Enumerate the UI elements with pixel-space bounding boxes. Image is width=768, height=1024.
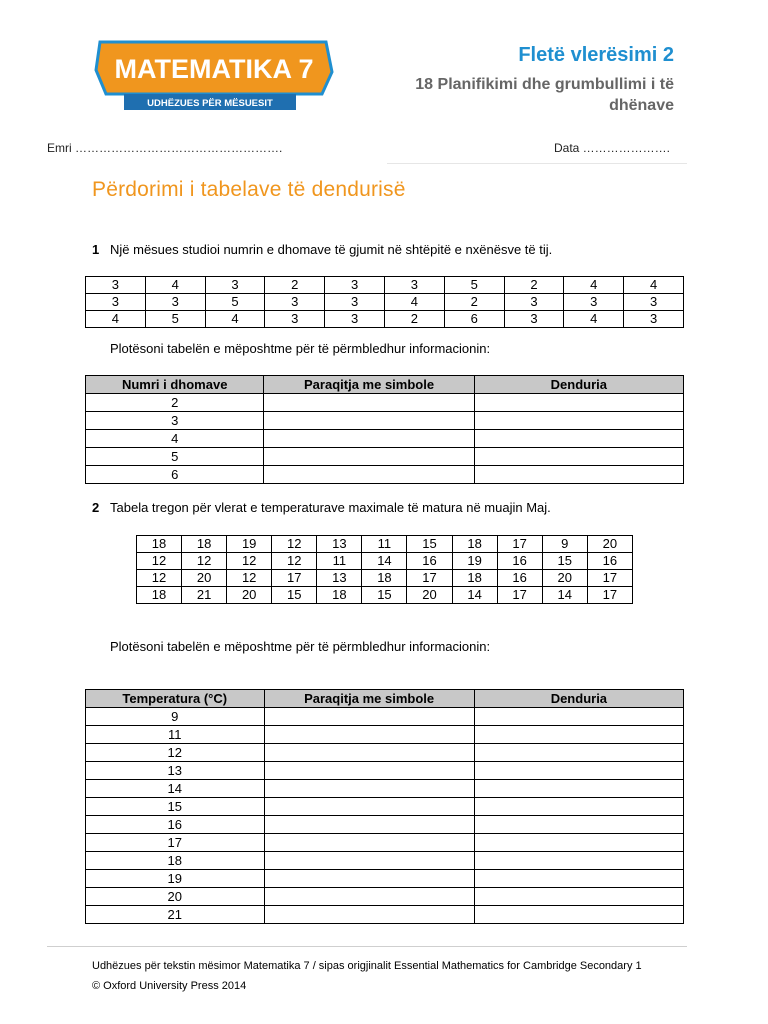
column-header: Numri i dhomave: [86, 376, 264, 394]
value-cell: 18: [86, 852, 265, 870]
data-cell: 19: [452, 553, 497, 570]
table-row: [86, 394, 684, 412]
tally-cell[interactable]: [264, 466, 474, 484]
table-row: [86, 762, 684, 780]
data-cell: 15: [542, 553, 587, 570]
data-cell: 19: [227, 536, 272, 553]
value-cell: 16: [86, 816, 265, 834]
table-row: [86, 744, 684, 762]
name-field: Emri …………………………………………….: [47, 141, 283, 155]
value-cell: 17: [86, 834, 265, 852]
data-cell: 20: [407, 587, 452, 604]
data-cell: 4: [145, 277, 205, 294]
frequency-cell[interactable]: [474, 430, 683, 448]
footer-divider: [47, 946, 687, 947]
date-field: Data ………………….: [554, 141, 671, 155]
tally-cell[interactable]: [264, 762, 474, 780]
frequency-cell[interactable]: [474, 816, 683, 834]
value-cell: 3: [86, 412, 264, 430]
data-cell: 3: [384, 277, 444, 294]
data-cell: 20: [182, 570, 227, 587]
question-number: 1: [92, 242, 100, 257]
value-cell: 14: [86, 780, 265, 798]
value-cell: 20: [86, 888, 265, 906]
data-cell: 2: [444, 294, 504, 311]
data-cell: 3: [624, 311, 684, 328]
data-cell: 4: [205, 311, 265, 328]
table-row: [137, 587, 633, 604]
data-cell: 17: [497, 536, 542, 553]
table-row: [137, 570, 633, 587]
data-cell: 20: [587, 536, 632, 553]
data-cell: 18: [137, 587, 182, 604]
question-number: 2: [92, 500, 100, 515]
data-cell: 3: [325, 294, 385, 311]
header-divider: [387, 163, 687, 164]
data-cell: 9: [542, 536, 587, 553]
frequency-cell[interactable]: [474, 798, 683, 816]
data-cell: 15: [272, 587, 317, 604]
data-cell: 3: [325, 311, 385, 328]
data-cell: 17: [407, 570, 452, 587]
data-cell: 5: [205, 294, 265, 311]
tally-cell[interactable]: [264, 448, 474, 466]
data-cell: 12: [137, 570, 182, 587]
data-cell: 4: [564, 311, 624, 328]
table-row: [86, 466, 684, 484]
tally-cell[interactable]: [264, 834, 474, 852]
frequency-cell[interactable]: [474, 466, 683, 484]
frequency-cell[interactable]: [474, 394, 683, 412]
data-cell: 16: [407, 553, 452, 570]
frequency-cell[interactable]: [474, 708, 683, 726]
table-row: [86, 726, 684, 744]
tally-cell[interactable]: [264, 798, 474, 816]
value-cell: 5: [86, 448, 264, 466]
value-cell: 15: [86, 798, 265, 816]
table-row: [137, 536, 633, 553]
column-header: Denduria: [474, 376, 683, 394]
footer-line-2: © Oxford University Press 2014: [92, 980, 247, 992]
data-cell: 11: [317, 553, 362, 570]
q1-instruction: Plotësoni tabelën e mëposhtme për të përmbledhur informacionin:: [110, 341, 491, 356]
data-cell: 3: [86, 277, 146, 294]
frequency-cell[interactable]: [474, 412, 683, 430]
tally-cell[interactable]: [264, 412, 474, 430]
q1-data-table: [85, 276, 684, 328]
data-cell: 16: [497, 570, 542, 587]
column-header: Paraqitja me simbole: [264, 376, 474, 394]
data-cell: 17: [272, 570, 317, 587]
table-row: [86, 708, 684, 726]
data-cell: 18: [137, 536, 182, 553]
data-cell: 5: [444, 277, 504, 294]
frequency-cell[interactable]: [474, 888, 683, 906]
table-row: [86, 448, 684, 466]
header-row: [86, 376, 684, 394]
data-cell: 4: [86, 311, 146, 328]
data-cell: 4: [384, 294, 444, 311]
value-cell: 21: [86, 906, 265, 924]
frequency-cell[interactable]: [474, 762, 683, 780]
table-row: [86, 888, 684, 906]
table-row: [86, 294, 684, 311]
data-cell: 12: [137, 553, 182, 570]
data-cell: 16: [497, 553, 542, 570]
logo-subtitle: UDHËZUES PËR MËSUESIT: [147, 98, 273, 109]
column-header: Temperatura (°C): [86, 690, 265, 708]
value-cell: 13: [86, 762, 265, 780]
data-cell: 12: [272, 553, 317, 570]
frequency-cell[interactable]: [474, 870, 683, 888]
value-cell: 11: [86, 726, 265, 744]
data-cell: 3: [564, 294, 624, 311]
data-cell: 3: [504, 311, 564, 328]
data-cell: 5: [145, 311, 205, 328]
frequency-cell[interactable]: [474, 834, 683, 852]
data-cell: 14: [362, 553, 407, 570]
data-cell: 16: [587, 553, 632, 570]
table-row: [86, 798, 684, 816]
data-cell: 18: [362, 570, 407, 587]
data-cell: 18: [317, 587, 362, 604]
tally-cell[interactable]: [264, 888, 474, 906]
data-cell: 2: [504, 277, 564, 294]
q2-instruction: Plotësoni tabelën e mëposhtme për të përmbledhur informacionin:: [110, 639, 491, 654]
data-cell: 18: [182, 536, 227, 553]
table-row: [86, 430, 684, 448]
tally-cell[interactable]: [264, 780, 474, 798]
data-cell: 18: [452, 536, 497, 553]
table-row: [86, 311, 684, 328]
data-cell: 18: [452, 570, 497, 587]
data-cell: 3: [624, 294, 684, 311]
value-cell: 19: [86, 870, 265, 888]
tally-cell[interactable]: [264, 744, 474, 762]
data-cell: 11: [362, 536, 407, 553]
data-cell: 21: [182, 587, 227, 604]
data-cell: 3: [265, 311, 325, 328]
footer-line-1: Udhëzues për tekstin mësimor Matematika 7 / sipas origjinalit Essential Mathematics for Cambridge Secondary 1: [92, 960, 642, 972]
q2-frequency-table: [85, 689, 684, 924]
data-cell: 3: [265, 294, 325, 311]
frequency-cell[interactable]: [474, 448, 683, 466]
table-row: [86, 412, 684, 430]
data-cell: 15: [407, 536, 452, 553]
value-cell: 2: [86, 394, 264, 412]
frequency-cell[interactable]: [474, 906, 683, 924]
table-row: [86, 277, 684, 294]
frequency-cell[interactable]: [474, 744, 683, 762]
data-cell: 3: [504, 294, 564, 311]
column-header: Paraqitja me simbole: [264, 690, 474, 708]
q1-frequency-table: [85, 375, 684, 484]
table-row: [86, 816, 684, 834]
table-row: [86, 852, 684, 870]
tally-cell[interactable]: [264, 394, 474, 412]
question-text: Një mësues studioi numrin e dhomave të gjumit në shtëpitë e nxënësve të tij.: [110, 242, 553, 257]
data-cell: 4: [564, 277, 624, 294]
logo-title: MATEMATIKA 7: [114, 54, 314, 84]
table-row: [86, 906, 684, 924]
data-cell: 13: [317, 570, 362, 587]
data-cell: 2: [265, 277, 325, 294]
frequency-cell[interactable]: [474, 780, 683, 798]
data-cell: 12: [182, 553, 227, 570]
table-row: [86, 780, 684, 798]
tally-cell[interactable]: [264, 870, 474, 888]
value-cell: 12: [86, 744, 265, 762]
sheet-subtitle: 18 Planifikimi dhe grumbullimi i të dhënave: [415, 76, 674, 114]
data-cell: 12: [227, 553, 272, 570]
data-cell: 3: [325, 277, 385, 294]
data-cell: 12: [272, 536, 317, 553]
table-row: [137, 553, 633, 570]
question-text: Tabela tregon për vlerat e temperaturave maximale të matura në muajin Maj.: [110, 500, 551, 515]
frequency-cell[interactable]: [474, 852, 683, 870]
data-cell: 3: [205, 277, 265, 294]
table-row: [86, 834, 684, 852]
frequency-cell[interactable]: [474, 726, 683, 744]
data-cell: 3: [145, 294, 205, 311]
data-cell: 17: [587, 587, 632, 604]
data-cell: 15: [362, 587, 407, 604]
column-header: Denduria: [474, 690, 683, 708]
q2-data-table: [136, 535, 633, 604]
data-cell: 14: [542, 587, 587, 604]
tally-cell[interactable]: [264, 852, 474, 870]
sheet-title: Fletë vlerësimi 2: [518, 44, 674, 66]
data-cell: 17: [497, 587, 542, 604]
data-cell: 17: [587, 570, 632, 587]
data-cell: 3: [86, 294, 146, 311]
table-row: [86, 870, 684, 888]
value-cell: 9: [86, 708, 265, 726]
section-title: Përdorimi i tabelave të dendurisë: [92, 178, 406, 201]
data-cell: 2: [384, 311, 444, 328]
tally-cell[interactable]: [264, 906, 474, 924]
data-cell: 20: [542, 570, 587, 587]
question-1: [92, 242, 552, 257]
tally-cell[interactable]: [264, 708, 474, 726]
matematika-logo: [92, 24, 336, 114]
tally-cell[interactable]: [264, 430, 474, 448]
data-cell: 20: [227, 587, 272, 604]
tally-cell[interactable]: [264, 726, 474, 744]
data-cell: 14: [452, 587, 497, 604]
data-cell: 6: [444, 311, 504, 328]
question-2: [92, 500, 551, 515]
value-cell: 6: [86, 466, 264, 484]
data-cell: 4: [624, 277, 684, 294]
header-row: [86, 690, 684, 708]
tally-cell[interactable]: [264, 816, 474, 834]
data-cell: 12: [227, 570, 272, 587]
data-cell: 13: [317, 536, 362, 553]
value-cell: 4: [86, 430, 264, 448]
